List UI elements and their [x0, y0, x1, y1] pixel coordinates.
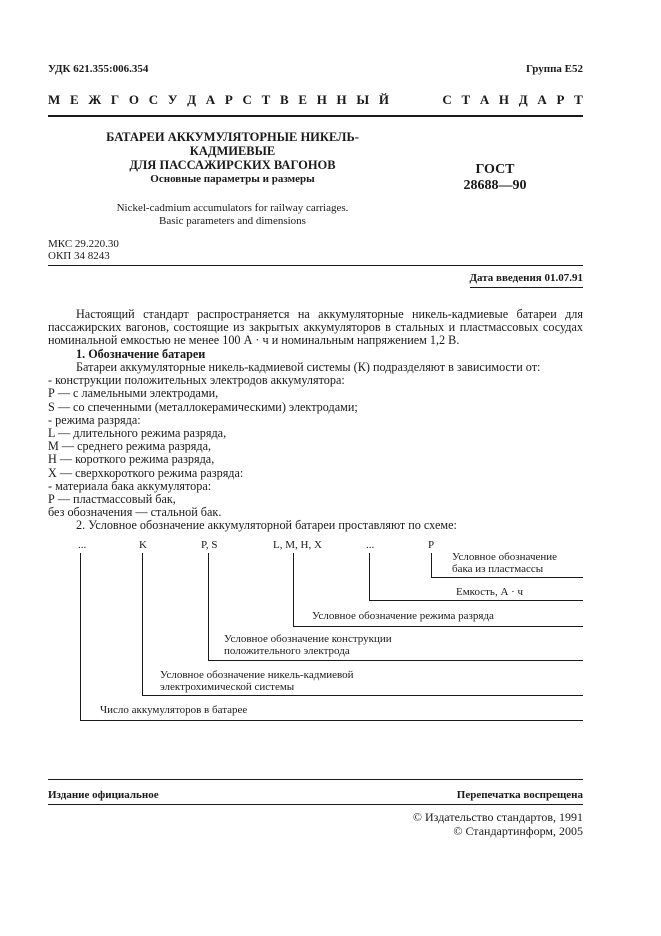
electrode-leader-vertical — [208, 553, 209, 660]
copyright-2005: © Стандартинформ, 2005 — [453, 824, 583, 838]
system-label-line-2: электрохимической системы — [160, 681, 295, 693]
body-line: без обозначения — стальной бак. — [48, 505, 222, 520]
body-line: Р — пластмассовый бак, — [48, 492, 176, 507]
count-label: Число аккумуляторов в батарее — [100, 704, 248, 716]
body-line: - материала бака аккумулятора: — [48, 478, 212, 493]
body-line: - конструкции положительных электродов аккумулятора: — [48, 373, 345, 388]
interstate-letter: Н — [316, 92, 327, 107]
scheme-token-system: K — [139, 539, 147, 551]
interstate-letter: А — [537, 92, 547, 107]
system-label-line-1: Условное обозначение никель-кадмиевой — [160, 669, 354, 681]
date-underline — [470, 287, 583, 288]
interstate-letter: О — [128, 92, 140, 107]
interstate-letter: С — [242, 92, 252, 107]
scheme-token-tank: P — [428, 539, 435, 551]
count-leader-vertical — [80, 553, 81, 720]
interstate-letter: Ж — [88, 92, 102, 107]
interstate-letter: Д — [187, 92, 197, 107]
word-gap — [399, 92, 433, 108]
title-line-2: ДЛЯ ПАССАЖИРСКИХ ВАГОНОВ — [129, 158, 336, 172]
effective-date-label: Дата введения — [469, 272, 545, 284]
header-rule — [48, 115, 583, 117]
interstate-letter: Н — [498, 92, 510, 107]
body-line: Батареи аккумуляторные никель-кадмиевой системы (К) подразделяют в зависимости от: — [76, 360, 541, 374]
gost-designation — [440, 162, 550, 194]
group-code: Группа Е52 — [525, 63, 583, 75]
footer-rule — [48, 779, 583, 780]
scheme-token-count: ... — [78, 539, 87, 551]
body-line: Н — короткого режима разряда, — [48, 452, 215, 467]
tank-leader-vertical — [431, 553, 432, 577]
interstate-letter: Е — [69, 92, 79, 107]
electrode-label-line-2: положительного электрода — [224, 645, 350, 657]
document-subtitle: Основные параметры и размеры — [150, 173, 315, 185]
document-title — [80, 130, 385, 172]
body-line: S — со спеченными (металлокерамическими) электродами; — [48, 399, 358, 414]
interstate-letter: Р — [224, 92, 233, 107]
footer-rule-lower — [48, 804, 583, 805]
tank-label-line-1: Условное обозначение — [452, 551, 558, 563]
effective-date — [469, 272, 583, 284]
udk-code: УДК 621.355:006.354 — [48, 63, 149, 75]
okp-code: ОКП 34 8243 — [48, 250, 110, 262]
codes-rule — [48, 265, 583, 266]
gost-label: ГОСТ — [475, 162, 515, 177]
interstate-letter: М — [48, 92, 61, 107]
body-line: Р — с ламельными электродами, — [48, 386, 219, 401]
tank-label-line-2: бака из пластмассы — [452, 563, 544, 575]
capacity-leader-vertical — [369, 553, 370, 600]
item-2-line: 2. Условное обозначение аккумуляторной батареи проставляют по схеме: — [76, 518, 457, 533]
electrode-label-line-1: Условное обозначение конструкции — [224, 633, 392, 645]
intro-paragraph: Настоящий стандарт распространяется на аккумуляторные никель-кадмиевые батареи для пассажирских вагонов, состоящие из закрытых аккумуляторов в стальных и пластмассовых сосудах номинальной емкостью не менее 100 А · ч и номинальным напряжением 1,2 В. — [48, 307, 583, 348]
electrode-leader-horizontal — [208, 660, 583, 661]
mks-code: МКС 29.220.30 — [48, 238, 119, 250]
body-line: Х — сверхкороткого режима разряда: — [48, 465, 244, 480]
body-line: М — среднего режима разряда, — [48, 439, 212, 454]
interstate-letter: С — [442, 92, 452, 107]
interstate-letter: Д — [518, 92, 528, 107]
effective-date-value: 01.07.91 — [544, 272, 583, 284]
scheme-token-mode: L, M, H, X — [273, 539, 322, 551]
interstate-letter: Н — [336, 92, 347, 107]
system-leader-vertical — [142, 553, 143, 695]
mode-label: Условное обозначение режима разряда — [312, 610, 494, 622]
copyright-1991: © Издательство стандартов, 1991 — [412, 810, 583, 824]
reprint-prohibited: Перепечатка воспрещена — [456, 789, 583, 801]
body-list — [48, 361, 583, 533]
interstate-letter: А — [205, 92, 216, 107]
interstate-letter: В — [279, 92, 289, 107]
section-1-title: 1. Обозначение батареи — [76, 347, 206, 361]
capacity-label: Емкость, А · ч — [456, 586, 524, 598]
gost-number: 28688—90 — [463, 178, 527, 193]
body-line: L — длительного режима разряда, — [48, 426, 227, 441]
interstate-letter: Й — [378, 92, 389, 107]
interstate-letter: Т — [574, 92, 583, 107]
official-edition: Издание официальное — [48, 789, 159, 801]
interstate-letter: А — [479, 92, 490, 107]
interstate-letter: Ы — [356, 92, 370, 107]
interstate-letter: Г — [110, 92, 120, 107]
mode-leader-horizontal — [293, 626, 583, 627]
system-leader-horizontal — [142, 695, 583, 696]
interstate-letter: Р — [556, 92, 565, 107]
interstate-letter: С — [148, 92, 159, 107]
interstate-letter: У — [167, 92, 178, 107]
tank-leader-horizontal — [431, 577, 583, 578]
interstate-letter: Е — [298, 92, 307, 107]
body-line: - режима разряда: — [48, 412, 141, 427]
interstate-standard-heading — [48, 92, 583, 108]
scheme-token-capacity: ... — [366, 539, 375, 551]
interstate-letter: Т — [261, 92, 271, 107]
scheme-token-electrode: P, S — [201, 539, 218, 551]
english-title-line-2: Basic parameters and dimensions — [159, 215, 306, 227]
mode-leader-vertical — [293, 553, 294, 626]
english-title-line-1: Nickel-cadmium accumulators for railway carriages. — [116, 202, 349, 214]
capacity-leader-horizontal — [369, 600, 583, 601]
title-line-1: БАТАРЕИ АККУМУЛЯТОРНЫЕ НИКЕЛЬ-КАДМИЕВЫЕ — [106, 130, 359, 158]
interstate-letter: Т — [461, 92, 471, 107]
count-leader-horizontal — [80, 720, 583, 721]
